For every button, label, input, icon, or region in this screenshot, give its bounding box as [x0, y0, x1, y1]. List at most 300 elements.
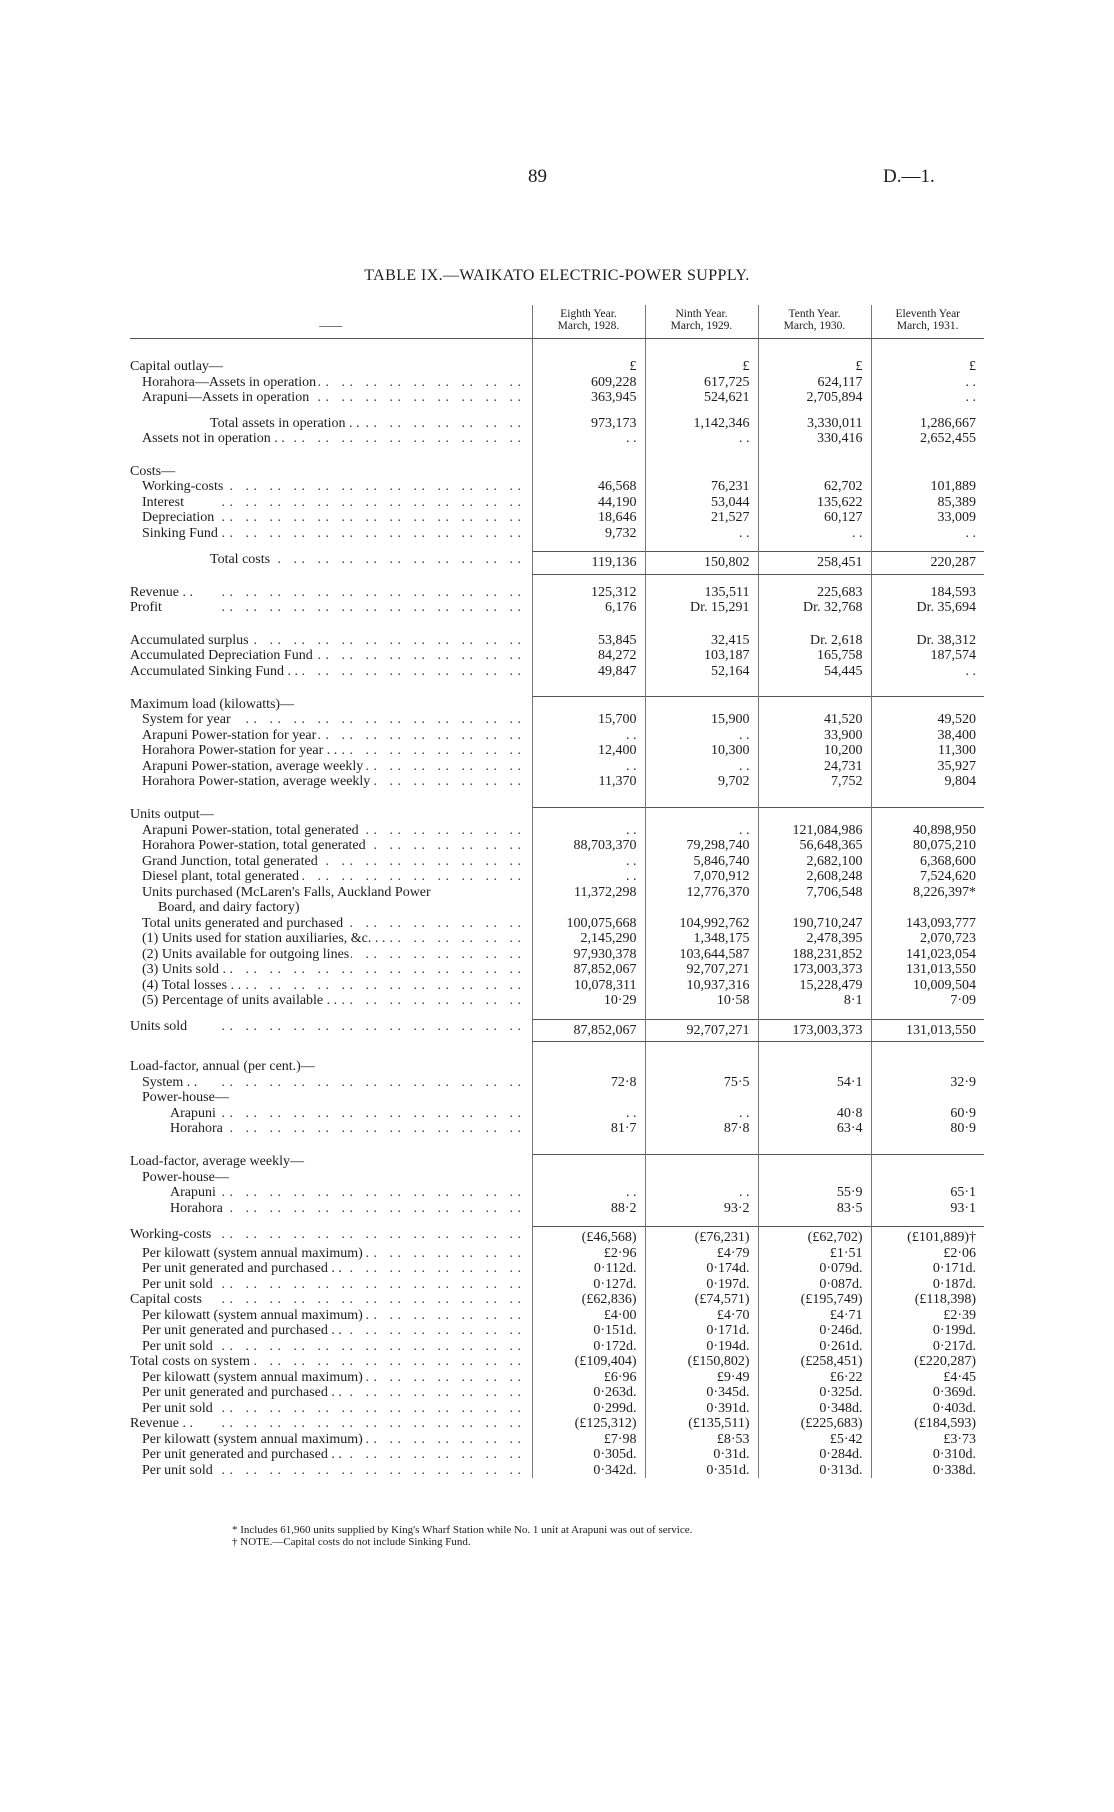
- spacer-cell: [871, 406, 984, 416]
- row-label: Costs—: [130, 463, 176, 479]
- value-cell: £2·39: [871, 1308, 984, 1324]
- row-label: Revenue . .: [130, 1416, 193, 1431]
- value-cell: 2,705,894: [758, 390, 871, 406]
- value-cell: 9,702: [645, 774, 758, 790]
- value-cell: 7,752: [758, 774, 871, 790]
- value-cell: [532, 1170, 645, 1186]
- row-label-cell: [130, 1463, 532, 1479]
- row-label: Per kilowatt (system annual maximum): [142, 1307, 363, 1323]
- spacer-cell: [758, 1009, 871, 1020]
- value-cell: 143,093,777: [871, 916, 984, 932]
- value-cell: 35,927: [871, 759, 984, 775]
- table-row: [130, 823, 984, 839]
- spacer-cell: [532, 679, 645, 697]
- value-cell: £4·45: [871, 1370, 984, 1386]
- value-cell: . .: [532, 869, 645, 885]
- spacer-cell: [645, 790, 758, 808]
- spacer-cell: [645, 1137, 758, 1155]
- table-row: [130, 1308, 984, 1324]
- value-cell: 8·1: [758, 993, 871, 1009]
- table-row: [130, 1370, 984, 1386]
- spacer-cell: [871, 1137, 984, 1155]
- spacer-cell: [532, 574, 645, 585]
- table-row: [130, 838, 984, 854]
- row-label-cell: [130, 962, 532, 978]
- value-cell: 135,511: [645, 585, 758, 601]
- value-cell: [532, 1090, 645, 1106]
- spacer-row: [130, 1216, 984, 1227]
- header-year-eleventh: [871, 305, 984, 339]
- spacer-cell: [758, 616, 871, 633]
- value-cell: 38,400: [871, 728, 984, 744]
- header-year-date: March, 1928.: [557, 320, 620, 332]
- table-row: [130, 931, 984, 947]
- value-cell: 1,348,175: [645, 931, 758, 947]
- value-cell: 10,078,311: [532, 978, 645, 994]
- row-label-cell: [130, 978, 532, 994]
- row-label: Per kilowatt (system annual maximum): [142, 1431, 363, 1447]
- row-label-cell: [130, 600, 532, 616]
- spacer-row: [130, 574, 984, 585]
- row-label-cell: [130, 526, 532, 542]
- table-row: [130, 1059, 984, 1075]
- row-label: Horahora: [170, 1121, 223, 1136]
- value-cell: 60,127: [758, 510, 871, 526]
- header-year-title: Tenth Year.: [788, 308, 841, 320]
- value-cell: 11,370: [532, 774, 645, 790]
- table-row: [130, 1416, 984, 1432]
- row-label-cell: [130, 1416, 532, 1432]
- value-cell: 83·5: [758, 1201, 871, 1217]
- header-year-eighth: [532, 305, 645, 339]
- value-cell: 104,992,762: [645, 916, 758, 932]
- value-cell: Dr. 2,618: [758, 633, 871, 649]
- value-cell: 10,009,504: [871, 978, 984, 994]
- spacer-row: [130, 1042, 984, 1060]
- row-label-cell: [130, 416, 532, 432]
- spacer-cell: [871, 541, 984, 552]
- value-cell: £8·53: [645, 1432, 758, 1448]
- value-cell: 363,945: [532, 390, 645, 406]
- row-label: Accumulated Depreciation Fund: [130, 648, 313, 663]
- table-header-row: [130, 305, 984, 339]
- spacer-cell: [130, 574, 532, 585]
- table-row: [130, 759, 984, 775]
- row-label: Total costs on system: [130, 1354, 250, 1369]
- spacer-cell: [758, 679, 871, 697]
- row-label: (1) Units used for station auxiliaries, &c. . .: [142, 931, 386, 946]
- value-cell: 15,700: [532, 712, 645, 728]
- row-label-cell: [130, 464, 532, 480]
- value-cell: Dr. 35,694: [871, 600, 984, 616]
- value-cell: 54·1: [758, 1075, 871, 1091]
- value-cell: £: [532, 359, 645, 375]
- row-label: Arapuni: [170, 1185, 216, 1200]
- value-cell: [645, 1090, 758, 1106]
- row-label: Maximum load (kilowatts)—: [130, 696, 295, 712]
- value-cell: (£125,312): [532, 1416, 645, 1432]
- spacer-cell: [645, 574, 758, 585]
- table-row: [130, 479, 984, 495]
- row-label-cell: [130, 1308, 532, 1324]
- value-cell: 0·351d.: [645, 1463, 758, 1479]
- value-cell: 87·8: [645, 1121, 758, 1137]
- spacer-cell: [758, 339, 871, 360]
- table-row: [130, 1432, 984, 1448]
- row-label: (5) Percentage of units available . .: [142, 993, 338, 1008]
- value-cell: 5,846,740: [645, 854, 758, 870]
- value-cell: 973,173: [532, 416, 645, 432]
- table-row: [130, 1185, 984, 1201]
- table-row: [130, 900, 984, 916]
- row-label: Horahora Power-station, average weekly: [142, 774, 371, 789]
- value-cell: 0·391d.: [645, 1401, 758, 1417]
- value-cell: [532, 900, 645, 916]
- value-cell: 225,683: [758, 585, 871, 601]
- row-label-cell: [130, 1227, 532, 1246]
- value-cell: 125,312: [532, 585, 645, 601]
- row-label-cell: [130, 585, 532, 601]
- table-row: [130, 1323, 984, 1339]
- row-label-cell: [130, 431, 532, 447]
- value-cell: 1,286,667: [871, 416, 984, 432]
- row-label-cell: [130, 885, 532, 901]
- value-cell: 0·112d.: [532, 1261, 645, 1277]
- spacer-cell: [645, 339, 758, 360]
- value-cell: 40·8: [758, 1106, 871, 1122]
- value-cell: 41,520: [758, 712, 871, 728]
- header-year-title: Eighth Year.: [560, 308, 617, 320]
- value-cell: 0·403d.: [871, 1401, 984, 1417]
- table-row: [130, 1090, 984, 1106]
- value-cell: [645, 900, 758, 916]
- value-cell: . .: [871, 375, 984, 391]
- value-cell: 0·079d.: [758, 1261, 871, 1277]
- value-cell: £9·49: [645, 1370, 758, 1386]
- value-cell: . .: [532, 1106, 645, 1122]
- spacer-cell: [758, 1216, 871, 1227]
- row-label-cell: [130, 931, 532, 947]
- table-row: [130, 1227, 984, 1246]
- spacer-cell: [758, 1137, 871, 1155]
- value-cell: 7,524,620: [871, 869, 984, 885]
- row-label: Revenue . .: [130, 584, 193, 600]
- table-row: [130, 600, 984, 616]
- value-cell: 93·1: [871, 1201, 984, 1217]
- table-row: [130, 1463, 984, 1479]
- value-cell: £6·22: [758, 1370, 871, 1386]
- row-label: Capital outlay—: [130, 359, 223, 374]
- table-row: [130, 1277, 984, 1293]
- value-cell: 65·1: [871, 1185, 984, 1201]
- row-label: Load-factor, average weekly—: [130, 1154, 304, 1169]
- table-row: [130, 947, 984, 963]
- row-label-cell: [130, 1447, 532, 1463]
- value-cell: (£46,568): [532, 1227, 645, 1246]
- value-cell: 12,776,370: [645, 885, 758, 901]
- value-cell: (£118,398): [871, 1292, 984, 1308]
- table-row: [130, 526, 984, 542]
- row-label-cell: [130, 854, 532, 870]
- value-cell: . .: [871, 664, 984, 680]
- value-cell: 79,298,740: [645, 838, 758, 854]
- spacer-cell: [645, 1009, 758, 1020]
- value-cell: 1,142,346: [645, 416, 758, 432]
- row-label-cell: [130, 900, 532, 916]
- value-cell: 258,451: [758, 552, 871, 575]
- value-cell: . .: [532, 759, 645, 775]
- footnote-capital: † NOTE.—Capital costs do not include Sinking Fund.: [232, 1536, 471, 1548]
- spacer-cell: [532, 1009, 645, 1020]
- table-row: [130, 1261, 984, 1277]
- value-cell: (£150,802): [645, 1354, 758, 1370]
- value-cell: £4·71: [758, 1308, 871, 1324]
- row-label: Diesel plant, total generated: [142, 869, 300, 884]
- value-cell: 617,725: [645, 375, 758, 391]
- table-row: [130, 993, 984, 1009]
- row-label: Per kilowatt (system annual maximum): [142, 1369, 363, 1385]
- table-row: [130, 1339, 984, 1355]
- value-cell: 0·313d.: [758, 1463, 871, 1479]
- table-row: [130, 712, 984, 728]
- value-cell: 330,416: [758, 431, 871, 447]
- value-cell: 32·9: [871, 1075, 984, 1091]
- value-cell: 190,710,247: [758, 916, 871, 932]
- row-label-cell: [130, 1277, 532, 1293]
- value-cell: £7·98: [532, 1432, 645, 1448]
- value-cell: 220,287: [871, 552, 984, 575]
- value-cell: (£62,702): [758, 1227, 871, 1246]
- table-row: [130, 1019, 984, 1042]
- table-row: [130, 1154, 984, 1170]
- row-label: Horahora—Assets in operation: [142, 374, 317, 390]
- row-label: Working-costs: [130, 1226, 212, 1242]
- value-cell: £: [645, 359, 758, 375]
- power-supply-table-container: [130, 305, 984, 1478]
- spacer-cell: [532, 447, 645, 464]
- value-cell: [532, 697, 645, 713]
- value-cell: 63·4: [758, 1121, 871, 1137]
- value-cell: 85,389: [871, 495, 984, 511]
- row-label-cell: [130, 1354, 532, 1370]
- table-row: [130, 510, 984, 526]
- table-row: [130, 359, 984, 375]
- value-cell: 135,622: [758, 495, 871, 511]
- row-label-cell: [130, 648, 532, 664]
- value-cell: 10,937,316: [645, 978, 758, 994]
- value-cell: 141,023,054: [871, 947, 984, 963]
- row-label: Per unit sold: [142, 1276, 213, 1292]
- value-cell: 87,852,067: [532, 962, 645, 978]
- value-cell: 0·151d.: [532, 1323, 645, 1339]
- value-cell: 7,070,912: [645, 869, 758, 885]
- value-cell: [532, 807, 645, 823]
- value-cell: 0·087d.: [758, 1277, 871, 1293]
- value-cell: £2·96: [532, 1246, 645, 1262]
- value-cell: 187,574: [871, 648, 984, 664]
- value-cell: 10·29: [532, 993, 645, 1009]
- spacer-cell: [130, 790, 532, 808]
- spacer-cell: [130, 406, 532, 416]
- value-cell: £4·70: [645, 1308, 758, 1324]
- value-cell: . .: [645, 1185, 758, 1201]
- row-label: Per unit generated and purchased . .: [142, 1447, 342, 1462]
- row-label-cell: [130, 1059, 532, 1075]
- row-label: Accumulated Sinking Fund . .: [130, 663, 298, 679]
- value-cell: . .: [532, 823, 645, 839]
- value-cell: 80,075,210: [871, 838, 984, 854]
- table-row: [130, 697, 984, 713]
- table-row: [130, 1385, 984, 1401]
- value-cell: 33,900: [758, 728, 871, 744]
- spacer-cell: [130, 1137, 532, 1155]
- row-label: Board, and dairy factory): [158, 900, 300, 915]
- value-cell: [758, 1170, 871, 1186]
- spacer-cell: [871, 1009, 984, 1020]
- row-label: (4) Total losses . .: [142, 977, 242, 993]
- row-label-cell: [130, 1323, 532, 1339]
- row-label-cell: [130, 869, 532, 885]
- spacer-cell: [871, 447, 984, 464]
- value-cell: 2,478,395: [758, 931, 871, 947]
- value-cell: [871, 807, 984, 823]
- value-cell: £4·79: [645, 1246, 758, 1262]
- value-cell: 0·305d.: [532, 1447, 645, 1463]
- value-cell: 0·31d.: [645, 1447, 758, 1463]
- row-label-cell: [130, 1075, 532, 1091]
- table-row: [130, 1121, 984, 1137]
- table-row: [130, 869, 984, 885]
- row-label: Units output—: [130, 807, 214, 822]
- row-label: (2) Units available for outgoing lines: [142, 946, 350, 962]
- value-cell: 84,272: [532, 648, 645, 664]
- value-cell: [532, 1059, 645, 1075]
- row-label: Units sold: [130, 1019, 188, 1034]
- value-cell: [645, 464, 758, 480]
- header-year-date: March, 1929.: [670, 320, 733, 332]
- row-label-cell: [130, 759, 532, 775]
- table-row: [130, 885, 984, 901]
- value-cell: 100,075,668: [532, 916, 645, 932]
- value-cell: [758, 900, 871, 916]
- row-label: Assets not in operation . .: [142, 431, 285, 446]
- spacer-row: [130, 679, 984, 697]
- value-cell: 609,228: [532, 375, 645, 391]
- value-cell: [758, 1154, 871, 1170]
- row-label: Load-factor, annual (per cent.)—: [130, 1059, 315, 1074]
- value-cell: 0·348d.: [758, 1401, 871, 1417]
- value-cell: 0·310d.: [871, 1447, 984, 1463]
- spacer-row: [130, 406, 984, 416]
- value-cell: [645, 1059, 758, 1075]
- row-label: Arapuni Power-station, average weekly: [142, 758, 364, 774]
- value-cell: 81·7: [532, 1121, 645, 1137]
- value-cell: 53,044: [645, 495, 758, 511]
- value-cell: 119,136: [532, 552, 645, 575]
- value-cell: £4·00: [532, 1308, 645, 1324]
- value-cell: [871, 900, 984, 916]
- row-label-cell: [130, 947, 532, 963]
- spacer-cell: [532, 1137, 645, 1155]
- table-row: [130, 854, 984, 870]
- table-row: [130, 464, 984, 480]
- spacer-cell: [532, 1216, 645, 1227]
- value-cell: [871, 1059, 984, 1075]
- value-cell: (£184,593): [871, 1416, 984, 1432]
- value-cell: 524,621: [645, 390, 758, 406]
- table-row: [130, 1401, 984, 1417]
- row-label: Profit: [130, 600, 162, 615]
- spacer-cell: [130, 616, 532, 633]
- value-cell: 92,707,271: [645, 1019, 758, 1042]
- value-cell: (£225,683): [758, 1416, 871, 1432]
- spacer-cell: [758, 790, 871, 808]
- value-cell: 2,608,248: [758, 869, 871, 885]
- table-row: [130, 390, 984, 406]
- value-cell: Dr. 15,291: [645, 600, 758, 616]
- row-label-cell: [130, 1385, 532, 1401]
- row-label-cell: [130, 1339, 532, 1355]
- value-cell: 173,003,373: [758, 962, 871, 978]
- value-cell: 12,400: [532, 743, 645, 759]
- value-cell: 131,013,550: [871, 962, 984, 978]
- value-cell: £: [758, 359, 871, 375]
- row-label-cell: [130, 774, 532, 790]
- row-label-cell: [130, 664, 532, 680]
- row-label: Arapuni: [170, 1105, 216, 1121]
- row-label: Per kilowatt (system annual maximum): [142, 1245, 363, 1261]
- spacer-row: [130, 1009, 984, 1020]
- value-cell: 24,731: [758, 759, 871, 775]
- spacer-cell: [758, 574, 871, 585]
- value-cell: 0·325d.: [758, 1385, 871, 1401]
- header-label-cell: ——: [130, 305, 532, 339]
- value-cell: 7·09: [871, 993, 984, 1009]
- spacer-cell: [871, 790, 984, 808]
- value-cell: [532, 464, 645, 480]
- value-cell: £6·96: [532, 1370, 645, 1386]
- value-cell: 53,845: [532, 633, 645, 649]
- table-row: [130, 552, 984, 575]
- value-cell: 9,732: [532, 526, 645, 542]
- row-label: Interest: [142, 494, 184, 510]
- table-row: [130, 664, 984, 680]
- spacer-cell: [130, 447, 532, 464]
- value-cell: 88·2: [532, 1201, 645, 1217]
- page-number: 89: [528, 166, 547, 187]
- value-cell: (£62,836): [532, 1292, 645, 1308]
- row-label-cell: [130, 1246, 532, 1262]
- row-label: Sinking Fund: [142, 525, 218, 541]
- value-cell: 0·263d.: [532, 1385, 645, 1401]
- row-label-cell: [130, 479, 532, 495]
- value-cell: 15,228,479: [758, 978, 871, 994]
- value-cell: . .: [532, 854, 645, 870]
- header-year-title: Ninth Year.: [675, 308, 728, 320]
- row-label-cell: [130, 1292, 532, 1308]
- value-cell: 18,646: [532, 510, 645, 526]
- spacer-cell: [871, 1216, 984, 1227]
- spacer-cell: [532, 406, 645, 416]
- row-label: Arapuni—Assets in operation: [142, 390, 310, 405]
- value-cell: 21,527: [645, 510, 758, 526]
- value-cell: 8,226,397*: [871, 885, 984, 901]
- spacer-cell: [645, 679, 758, 697]
- row-label: Arapuni Power-station, total generated: [142, 822, 359, 838]
- row-label-cell: [130, 1261, 532, 1277]
- row-label: Total assets in operation . .: [210, 415, 360, 431]
- row-label: Total costs: [210, 551, 271, 567]
